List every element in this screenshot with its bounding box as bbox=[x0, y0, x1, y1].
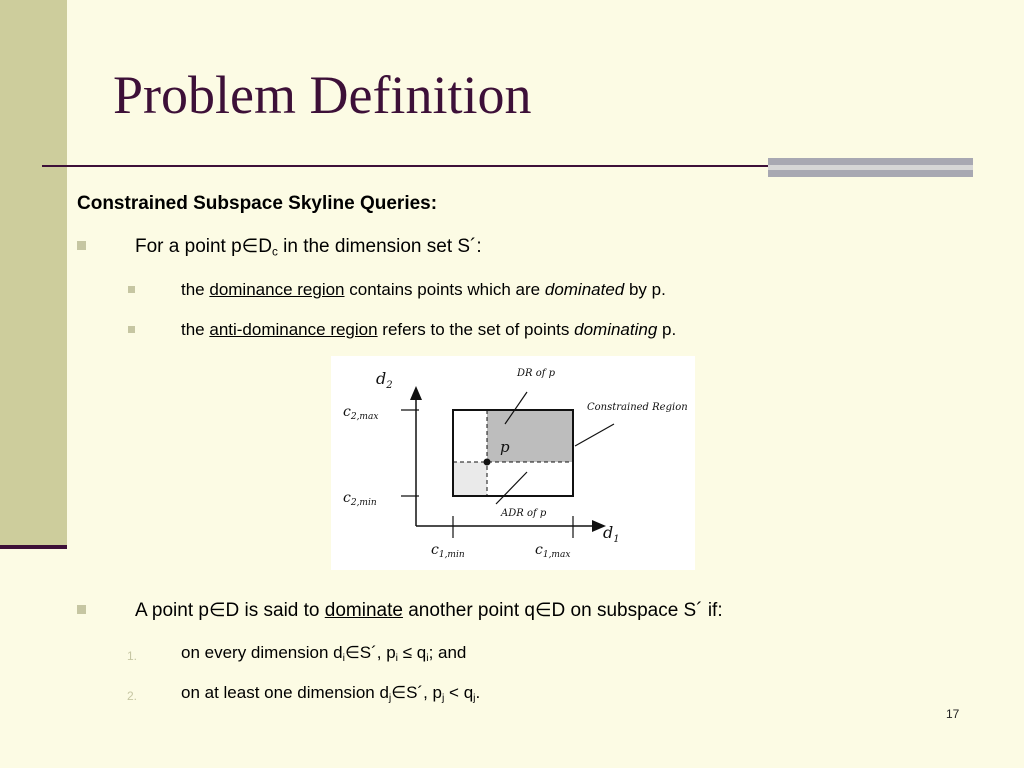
bullet-point-1: For a point $p\in D_c$ in the dimension set S´: bbox=[135, 236, 482, 259]
x-axis-label: $d_1$ bbox=[603, 523, 620, 545]
c1max-label: $c_{1,max}$ bbox=[535, 542, 571, 560]
dr-label: DR of p bbox=[517, 368, 556, 379]
c2max-label: $c_{2,max}$ bbox=[343, 404, 379, 422]
sub-bullet-anti-dominance-region: the anti-dominance region refers to the set of points dominating p. bbox=[181, 320, 677, 339]
c1min-label: $c_{1,min}$ bbox=[431, 542, 465, 560]
list-number-2: 2. bbox=[127, 689, 138, 703]
sub-bullet-square bbox=[128, 326, 135, 333]
left-accent-bar bbox=[0, 0, 67, 547]
point-p-label: p bbox=[500, 438, 510, 456]
bullet-square bbox=[77, 605, 86, 614]
slide-title: Problem Definition bbox=[113, 65, 532, 125]
c2min-label: $c_{2,min}$ bbox=[343, 490, 377, 508]
y-axis-label: $d_2$ bbox=[376, 369, 393, 391]
list-number-1: 1. bbox=[127, 649, 138, 663]
title-rule-accent bbox=[768, 158, 973, 178]
bullet-point-2: A point p∈D is said to dominate another point q∈D on subspace S´ if: bbox=[135, 600, 723, 621]
sub-bullet-dominance-region: the dominance region contains points which are dominated by p. bbox=[181, 280, 666, 299]
section-heading: Constrained Subspace Skyline Queries: bbox=[77, 193, 438, 214]
sub-bullet-square bbox=[128, 286, 135, 293]
condition-1: on every dimension $d_i\in S´$, $p_i \le q_i$; and bbox=[181, 643, 467, 664]
adr-label: ADR of p bbox=[501, 508, 547, 519]
condition-2: on at least one dimension $d_j\in S´$, $p_j < q_j$. bbox=[181, 683, 481, 704]
left-bar-underline bbox=[0, 545, 67, 549]
page-number: 17 bbox=[946, 707, 960, 721]
title-rule bbox=[42, 165, 772, 167]
constrained-region-label: Constrained Region bbox=[587, 402, 688, 413]
dominance-region-diagram bbox=[331, 356, 695, 570]
bullet-square bbox=[77, 241, 86, 250]
point-p-marker bbox=[484, 459, 491, 466]
